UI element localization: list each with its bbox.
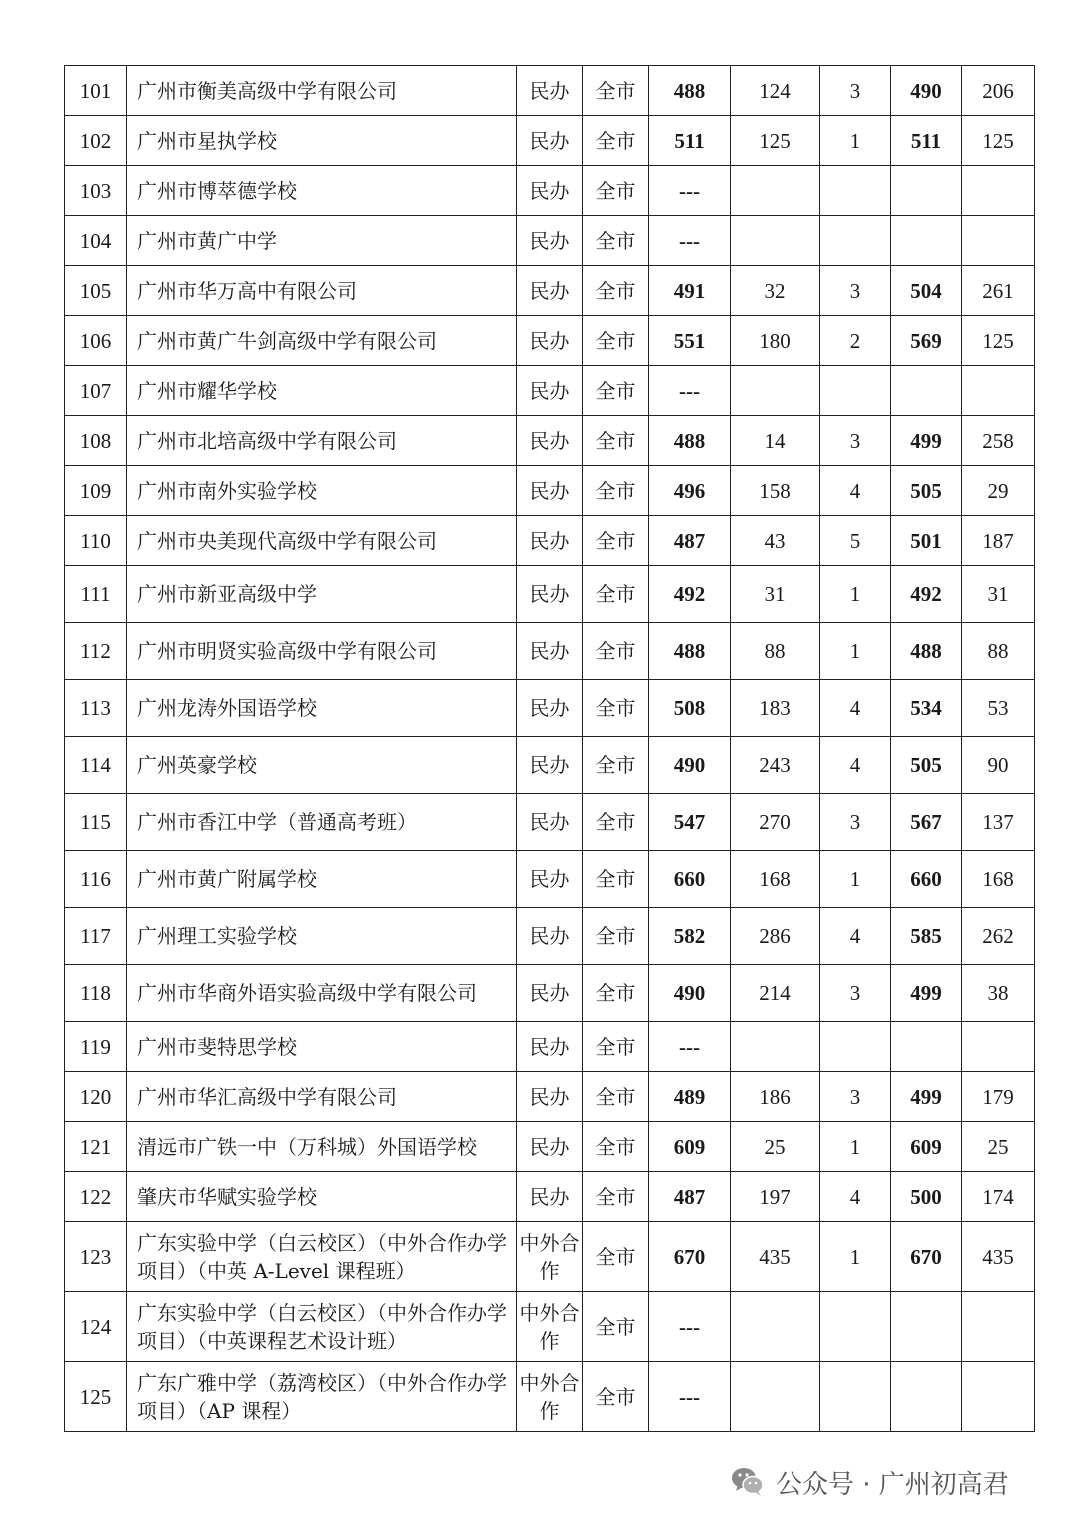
max-score-cell: 534 — [891, 680, 962, 737]
row-number-cell: 114 — [65, 737, 127, 794]
row-number-cell: 112 — [65, 623, 127, 680]
table-row — [65, 965, 1035, 1022]
score-cell: 487 — [649, 516, 731, 566]
max-rank-cell: 88 — [962, 623, 1035, 680]
count-cell: 1 — [820, 1122, 891, 1172]
school-type-cell: 民办 — [517, 737, 583, 794]
recruit-scope-cell: 全市 — [583, 266, 649, 316]
school-type-cell: 民办 — [517, 66, 583, 116]
max-rank-cell: 179 — [962, 1072, 1035, 1122]
recruit-scope-cell: 全市 — [583, 516, 649, 566]
score-cell: --- — [649, 1292, 731, 1362]
rank-cell — [731, 1292, 820, 1362]
count-cell: 1 — [820, 1222, 891, 1292]
max-score-cell: 488 — [891, 623, 962, 680]
score-cell: 491 — [649, 266, 731, 316]
row-number-cell: 118 — [65, 965, 127, 1022]
school-type-cell: 民办 — [517, 908, 583, 965]
max-score-cell: 505 — [891, 466, 962, 516]
max-rank-cell: 125 — [962, 116, 1035, 166]
rank-cell — [731, 216, 820, 266]
rank-cell: 270 — [731, 794, 820, 851]
max-score-cell: 492 — [891, 566, 962, 623]
max-score-cell: 504 — [891, 266, 962, 316]
max-score-cell: 511 — [891, 116, 962, 166]
recruit-scope-cell: 全市 — [583, 116, 649, 166]
school-name-cell: 广州市黄广中学 — [127, 216, 517, 266]
wechat-icon — [730, 1464, 766, 1500]
recruit-scope-cell: 全市 — [583, 1222, 649, 1292]
recruit-scope-cell: 全市 — [583, 1022, 649, 1072]
rank-cell: 32 — [731, 266, 820, 316]
table-row — [65, 1122, 1035, 1172]
row-number-cell: 111 — [65, 566, 127, 623]
score-cell: 551 — [649, 316, 731, 366]
rank-cell: 14 — [731, 416, 820, 466]
table-row — [65, 316, 1035, 366]
max-score-cell: 499 — [891, 1072, 962, 1122]
school-name-cell: 广州市黄广牛剑高级中学有限公司 — [127, 316, 517, 366]
rank-cell: 435 — [731, 1222, 820, 1292]
rank-cell: 286 — [731, 908, 820, 965]
row-number-cell: 101 — [65, 66, 127, 116]
recruit-scope-cell: 全市 — [583, 965, 649, 1022]
rank-cell: 43 — [731, 516, 820, 566]
table-row — [65, 366, 1035, 416]
max-rank-cell — [962, 1022, 1035, 1072]
score-cell: --- — [649, 216, 731, 266]
row-number-cell: 116 — [65, 851, 127, 908]
school-type-cell: 民办 — [517, 166, 583, 216]
recruit-scope-cell: 全市 — [583, 908, 649, 965]
recruit-scope-cell: 全市 — [583, 166, 649, 216]
row-number-cell: 115 — [65, 794, 127, 851]
table-row — [65, 216, 1035, 266]
recruit-scope-cell: 全市 — [583, 466, 649, 516]
row-number-cell: 123 — [65, 1222, 127, 1292]
score-cell: 508 — [649, 680, 731, 737]
max-score-cell: 585 — [891, 908, 962, 965]
rank-cell: 158 — [731, 466, 820, 516]
rank-cell: 186 — [731, 1072, 820, 1122]
school-type-cell: 民办 — [517, 1072, 583, 1122]
school-name-cell: 广州市香江中学（普通高考班） — [127, 794, 517, 851]
count-cell: 4 — [820, 908, 891, 965]
max-score-cell — [891, 1362, 962, 1432]
count-cell: 3 — [820, 965, 891, 1022]
count-cell: 1 — [820, 623, 891, 680]
count-cell — [820, 216, 891, 266]
school-name-cell: 广东实验中学（白云校区）（中外合作办学项目）（中英课程艺术设计班） — [127, 1292, 517, 1362]
school-name-cell: 广州市衡美高级中学有限公司 — [127, 66, 517, 116]
recruit-scope-cell: 全市 — [583, 737, 649, 794]
score-cell: --- — [649, 1362, 731, 1432]
recruit-scope-cell: 全市 — [583, 216, 649, 266]
school-name-cell: 广州市华万高中有限公司 — [127, 266, 517, 316]
rank-cell: 124 — [731, 66, 820, 116]
rank-cell — [731, 1362, 820, 1432]
school-name-cell: 广州市南外实验学校 — [127, 466, 517, 516]
school-type-cell: 民办 — [517, 965, 583, 1022]
table-row — [65, 1022, 1035, 1072]
recruit-scope-cell: 全市 — [583, 1362, 649, 1432]
score-cell: 488 — [649, 66, 731, 116]
count-cell: 4 — [820, 737, 891, 794]
table-row — [65, 851, 1035, 908]
count-cell: 1 — [820, 851, 891, 908]
table-row — [65, 116, 1035, 166]
table-row — [65, 166, 1035, 216]
count-cell — [820, 1292, 891, 1362]
rank-cell: 31 — [731, 566, 820, 623]
school-name-cell: 广州市华商外语实验高级中学有限公司 — [127, 965, 517, 1022]
row-number-cell: 105 — [65, 266, 127, 316]
recruit-scope-cell: 全市 — [583, 1292, 649, 1362]
rank-cell: 168 — [731, 851, 820, 908]
max-score-cell: 499 — [891, 416, 962, 466]
score-cell: 609 — [649, 1122, 731, 1172]
count-cell: 3 — [820, 1072, 891, 1122]
row-number-cell: 121 — [65, 1122, 127, 1172]
recruit-scope-cell: 全市 — [583, 66, 649, 116]
school-type-cell: 民办 — [517, 116, 583, 166]
rank-cell: 197 — [731, 1172, 820, 1222]
table-row — [65, 737, 1035, 794]
max-score-cell: 501 — [891, 516, 962, 566]
table-row — [65, 66, 1035, 116]
school-type-cell: 民办 — [517, 623, 583, 680]
school-name-cell: 广州英豪学校 — [127, 737, 517, 794]
school-name-cell: 广州市华汇高级中学有限公司 — [127, 1072, 517, 1122]
recruit-scope-cell: 全市 — [583, 680, 649, 737]
footer-label: 公众号 · 广州初高君 — [776, 1469, 1009, 1500]
table-row — [65, 416, 1035, 466]
count-cell — [820, 1022, 891, 1072]
school-name-cell: 广东广雅中学（荔湾校区）（中外合作办学项目）（AP 课程） — [127, 1362, 517, 1432]
recruit-scope-cell: 全市 — [583, 623, 649, 680]
recruit-scope-cell: 全市 — [583, 366, 649, 416]
score-cell: 490 — [649, 965, 731, 1022]
score-cell: 670 — [649, 1222, 731, 1292]
max-rank-cell — [962, 166, 1035, 216]
school-name-cell: 广州市斐特思学校 — [127, 1022, 517, 1072]
school-name-cell: 广州市新亚高级中学 — [127, 566, 517, 623]
recruit-scope-cell: 全市 — [583, 1172, 649, 1222]
max-rank-cell: 38 — [962, 965, 1035, 1022]
count-cell: 3 — [820, 416, 891, 466]
school-type-cell: 民办 — [517, 1172, 583, 1222]
score-cell: 582 — [649, 908, 731, 965]
rank-cell: 25 — [731, 1122, 820, 1172]
count-cell: 1 — [820, 116, 891, 166]
school-type-cell: 民办 — [517, 366, 583, 416]
max-rank-cell: 29 — [962, 466, 1035, 516]
max-rank-cell: 258 — [962, 416, 1035, 466]
school-type-cell: 民办 — [517, 1122, 583, 1172]
table-row — [65, 1222, 1035, 1292]
recruit-scope-cell: 全市 — [583, 566, 649, 623]
school-name-cell: 广州市黄广附属学校 — [127, 851, 517, 908]
school-type-cell: 民办 — [517, 466, 583, 516]
row-number-cell: 106 — [65, 316, 127, 366]
max-score-cell: 569 — [891, 316, 962, 366]
row-number-cell: 110 — [65, 516, 127, 566]
table-row — [65, 1072, 1035, 1122]
table-row — [65, 680, 1035, 737]
count-cell: 4 — [820, 1172, 891, 1222]
school-name-cell: 广州市星执学校 — [127, 116, 517, 166]
row-number-cell: 120 — [65, 1072, 127, 1122]
table-row — [65, 516, 1035, 566]
score-cell: 511 — [649, 116, 731, 166]
max-rank-cell: 261 — [962, 266, 1035, 316]
table-row — [65, 266, 1035, 316]
school-name-cell: 清远市广铁一中（万科城）外国语学校 — [127, 1122, 517, 1172]
max-rank-cell: 25 — [962, 1122, 1035, 1172]
rank-cell — [731, 166, 820, 216]
school-name-cell: 广州市央美现代高级中学有限公司 — [127, 516, 517, 566]
max-score-cell — [891, 216, 962, 266]
count-cell: 3 — [820, 66, 891, 116]
score-cell: 487 — [649, 1172, 731, 1222]
rank-cell — [731, 366, 820, 416]
school-type-cell: 中外合作 — [517, 1222, 583, 1292]
rank-cell: 183 — [731, 680, 820, 737]
admission-score-table — [64, 65, 1035, 1432]
max-rank-cell: 206 — [962, 66, 1035, 116]
max-score-cell: 499 — [891, 965, 962, 1022]
max-score-cell — [891, 366, 962, 416]
row-number-cell: 104 — [65, 216, 127, 266]
school-type-cell: 中外合作 — [517, 1362, 583, 1432]
row-number-cell: 107 — [65, 366, 127, 416]
score-cell: 547 — [649, 794, 731, 851]
table-row — [65, 908, 1035, 965]
count-cell — [820, 166, 891, 216]
school-type-cell: 民办 — [517, 316, 583, 366]
row-number-cell: 119 — [65, 1022, 127, 1072]
row-number-cell: 124 — [65, 1292, 127, 1362]
count-cell: 2 — [820, 316, 891, 366]
max-rank-cell — [962, 216, 1035, 266]
max-score-cell — [891, 1022, 962, 1072]
score-cell: 660 — [649, 851, 731, 908]
school-name-cell: 广州市北培高级中学有限公司 — [127, 416, 517, 466]
school-name-cell: 广州市耀华学校 — [127, 366, 517, 416]
count-cell: 4 — [820, 466, 891, 516]
school-type-cell: 民办 — [517, 1022, 583, 1072]
school-name-cell: 广州市博萃德学校 — [127, 166, 517, 216]
recruit-scope-cell: 全市 — [583, 1122, 649, 1172]
table-row — [65, 1172, 1035, 1222]
admission-score-table-container — [64, 65, 1034, 1432]
count-cell: 1 — [820, 566, 891, 623]
row-number-cell: 109 — [65, 466, 127, 516]
recruit-scope-cell: 全市 — [583, 416, 649, 466]
score-cell: 488 — [649, 416, 731, 466]
max-rank-cell: 174 — [962, 1172, 1035, 1222]
school-name-cell: 广州龙涛外国语学校 — [127, 680, 517, 737]
school-type-cell: 民办 — [517, 794, 583, 851]
row-number-cell: 122 — [65, 1172, 127, 1222]
count-cell: 3 — [820, 794, 891, 851]
score-cell: --- — [649, 166, 731, 216]
max-rank-cell: 435 — [962, 1222, 1035, 1292]
score-cell: 488 — [649, 623, 731, 680]
score-cell: 489 — [649, 1072, 731, 1122]
max-score-cell: 500 — [891, 1172, 962, 1222]
max-score-cell: 567 — [891, 794, 962, 851]
table-row — [65, 794, 1035, 851]
footer-watermark — [730, 1462, 1009, 1502]
recruit-scope-cell: 全市 — [583, 851, 649, 908]
max-rank-cell: 187 — [962, 516, 1035, 566]
school-type-cell: 民办 — [517, 516, 583, 566]
max-score-cell: 490 — [891, 66, 962, 116]
count-cell — [820, 366, 891, 416]
rank-cell: 243 — [731, 737, 820, 794]
score-cell: --- — [649, 1022, 731, 1072]
max-rank-cell — [962, 366, 1035, 416]
table-row — [65, 566, 1035, 623]
school-type-cell: 民办 — [517, 566, 583, 623]
max-rank-cell: 90 — [962, 737, 1035, 794]
rank-cell: 88 — [731, 623, 820, 680]
school-name-cell: 广州理工实验学校 — [127, 908, 517, 965]
row-number-cell: 102 — [65, 116, 127, 166]
school-type-cell: 民办 — [517, 851, 583, 908]
school-type-cell: 民办 — [517, 680, 583, 737]
score-cell: --- — [649, 366, 731, 416]
rank-cell: 125 — [731, 116, 820, 166]
table-row — [65, 1292, 1035, 1362]
max-rank-cell: 137 — [962, 794, 1035, 851]
school-name-cell: 广东实验中学（白云校区）（中外合作办学项目）（中英 A-Level 课程班） — [127, 1222, 517, 1292]
max-score-cell — [891, 1292, 962, 1362]
max-rank-cell: 125 — [962, 316, 1035, 366]
table-row — [65, 466, 1035, 516]
table-row — [65, 1362, 1035, 1432]
max-rank-cell: 53 — [962, 680, 1035, 737]
max-score-cell: 660 — [891, 851, 962, 908]
row-number-cell: 125 — [65, 1362, 127, 1432]
school-type-cell: 中外合作 — [517, 1292, 583, 1362]
school-type-cell: 民办 — [517, 416, 583, 466]
table-row — [65, 623, 1035, 680]
max-rank-cell — [962, 1292, 1035, 1362]
max-score-cell: 609 — [891, 1122, 962, 1172]
count-cell: 5 — [820, 516, 891, 566]
score-cell: 490 — [649, 737, 731, 794]
recruit-scope-cell: 全市 — [583, 794, 649, 851]
count-cell: 3 — [820, 266, 891, 316]
max-rank-cell — [962, 1362, 1035, 1432]
max-score-cell: 505 — [891, 737, 962, 794]
row-number-cell: 103 — [65, 166, 127, 216]
max-score-cell — [891, 166, 962, 216]
recruit-scope-cell: 全市 — [583, 1072, 649, 1122]
recruit-scope-cell: 全市 — [583, 316, 649, 366]
score-cell: 496 — [649, 466, 731, 516]
school-name-cell: 广州市明贤实验高级中学有限公司 — [127, 623, 517, 680]
max-score-cell: 670 — [891, 1222, 962, 1292]
row-number-cell: 113 — [65, 680, 127, 737]
school-type-cell: 民办 — [517, 266, 583, 316]
rank-cell: 180 — [731, 316, 820, 366]
school-name-cell: 肇庆市华赋实验学校 — [127, 1172, 517, 1222]
row-number-cell: 108 — [65, 416, 127, 466]
count-cell — [820, 1362, 891, 1432]
rank-cell — [731, 1022, 820, 1072]
max-rank-cell: 31 — [962, 566, 1035, 623]
rank-cell: 214 — [731, 965, 820, 1022]
count-cell: 4 — [820, 680, 891, 737]
score-cell: 492 — [649, 566, 731, 623]
school-type-cell: 民办 — [517, 216, 583, 266]
row-number-cell: 117 — [65, 908, 127, 965]
max-rank-cell: 168 — [962, 851, 1035, 908]
max-rank-cell: 262 — [962, 908, 1035, 965]
